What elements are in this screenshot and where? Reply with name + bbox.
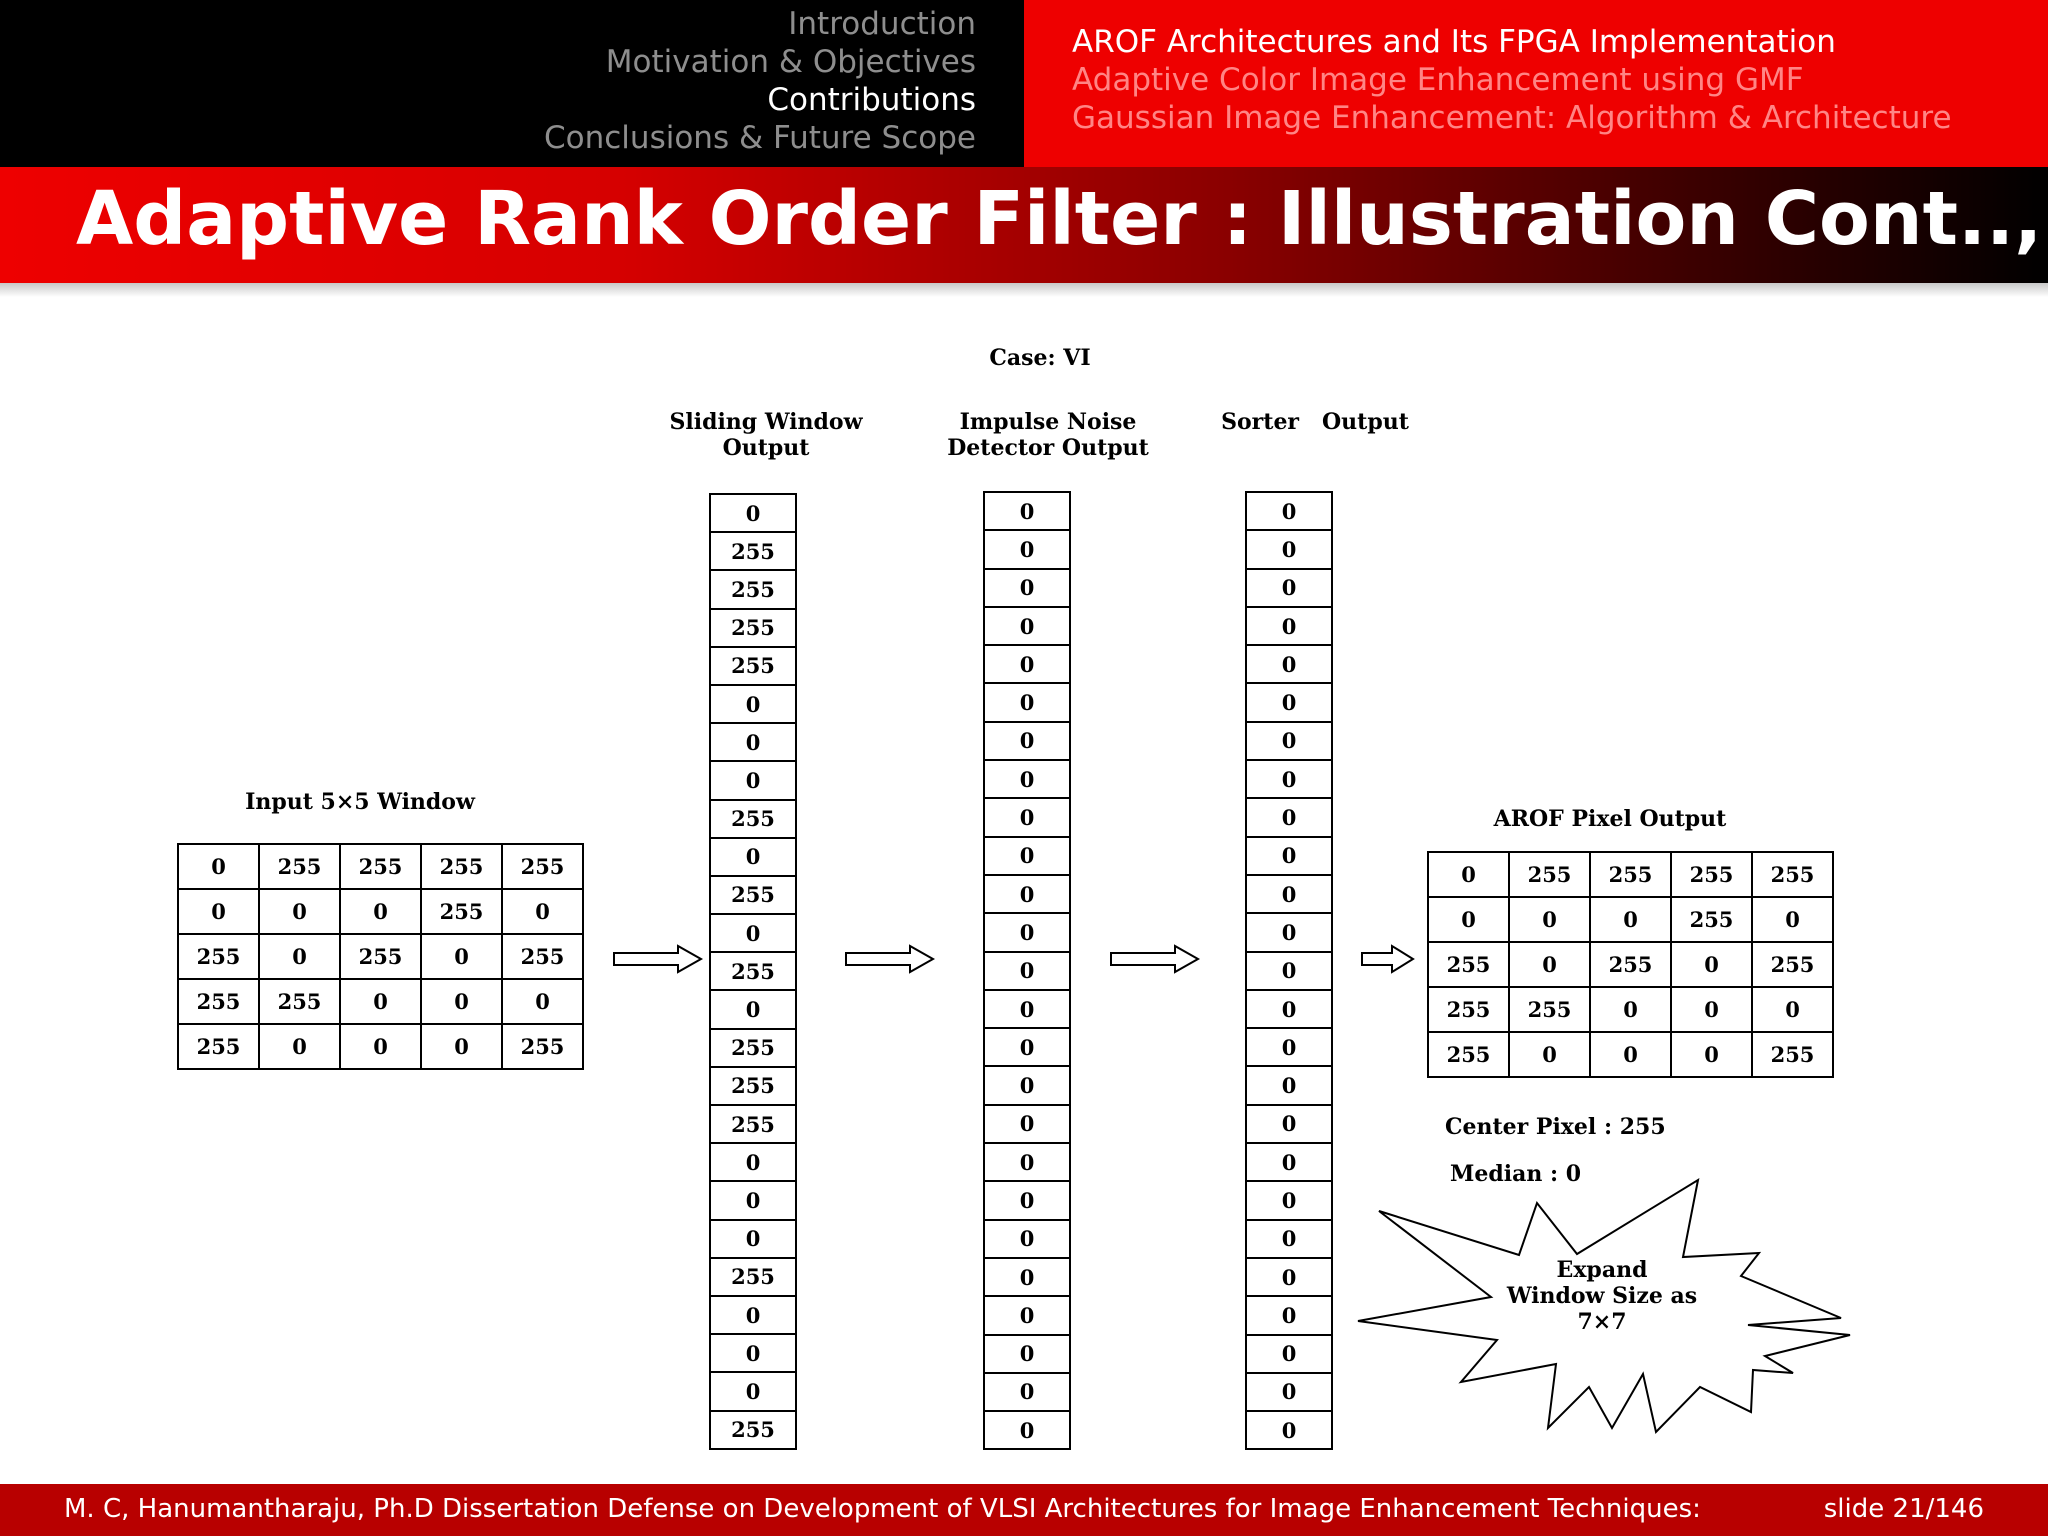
- grid-cell: 0: [1509, 942, 1590, 987]
- arrow-right-icon: [1360, 943, 1416, 975]
- grid-cell: 255: [1752, 852, 1833, 897]
- grid-cell: 255: [1509, 852, 1590, 897]
- grid-cell: 0: [340, 1024, 421, 1069]
- column-cell: 0: [1247, 838, 1331, 876]
- column-cell: 255: [711, 610, 795, 648]
- column-cell: 0: [985, 1182, 1069, 1220]
- column-cell: 0: [1247, 1067, 1331, 1105]
- nav-subsection-arof[interactable]: AROF Architectures and Its FPGA Implementation: [1072, 24, 1836, 60]
- column-cell: 0: [711, 686, 795, 724]
- column-cell: 0: [985, 953, 1069, 991]
- column-cell: 255: [711, 1412, 795, 1450]
- grid-cell: 0: [259, 889, 340, 934]
- column-cell: 0: [711, 724, 795, 762]
- column-cell: 0: [985, 1221, 1069, 1259]
- column-cell: 0: [985, 493, 1069, 531]
- column-cell: 0: [1247, 608, 1331, 646]
- grid-cell: 255: [421, 889, 502, 934]
- column-cell: 255: [711, 571, 795, 609]
- column-cell: 255: [711, 953, 795, 991]
- grid-row: [1428, 942, 1833, 987]
- column-cell: 0: [985, 1029, 1069, 1067]
- column-cell: 0: [1247, 799, 1331, 837]
- grid-cell: 255: [1590, 942, 1671, 987]
- grid-row: [1428, 1032, 1833, 1077]
- grid-cell: 255: [178, 934, 259, 979]
- column-cell: 255: [711, 877, 795, 915]
- column-cell: 0: [985, 761, 1069, 799]
- grid-cell: 255: [502, 844, 583, 889]
- impulse-detector-label: [918, 409, 1178, 461]
- column-cell: 255: [711, 648, 795, 686]
- column-cell: 0: [711, 1221, 795, 1259]
- grid-cell: 0: [340, 889, 421, 934]
- column-cell: 0: [985, 799, 1069, 837]
- column-cell: 0: [985, 570, 1069, 608]
- grid-cell: 255: [1428, 987, 1509, 1032]
- column-cell: 0: [1247, 1144, 1331, 1182]
- grid-cell: 255: [1428, 942, 1509, 987]
- grid-cell: 255: [1509, 987, 1590, 1032]
- column-cell: 0: [985, 838, 1069, 876]
- column-cell: 0: [1247, 723, 1331, 761]
- column-cell: 0: [985, 1259, 1069, 1297]
- page-title: Adaptive Rank Order Filter : Illustration Cont..,: [76, 176, 2043, 262]
- starburst-text-line2: Window Size as: [1506, 1283, 1698, 1309]
- column-cell: 0: [711, 915, 795, 953]
- starburst-text: [1450, 1257, 1754, 1335]
- grid-cell: 0: [1428, 897, 1509, 942]
- grid-cell: 0: [1509, 897, 1590, 942]
- grid-row: [1428, 897, 1833, 942]
- grid-cell: 255: [259, 979, 340, 1024]
- median-text: Median : 0: [1450, 1161, 1582, 1187]
- grid-cell: 0: [421, 979, 502, 1024]
- input-window-grid: [177, 843, 584, 1070]
- grid-cell: 0: [1590, 987, 1671, 1032]
- column-cell: 0: [1247, 1259, 1331, 1297]
- grid-cell: 255: [340, 934, 421, 979]
- grid-cell: 255: [1752, 1032, 1833, 1077]
- column-cell: 0: [985, 684, 1069, 722]
- column-cell: 0: [1247, 1336, 1331, 1374]
- grid-cell: 255: [1590, 852, 1671, 897]
- sorter-output-label: Sorter Output: [1221, 409, 1409, 435]
- grid-row: [178, 1024, 583, 1069]
- column-cell: 0: [1247, 991, 1331, 1029]
- nav-section-motivation[interactable]: Motivation & Objectives: [605, 44, 976, 80]
- column-cell: 0: [985, 1297, 1069, 1335]
- center-pixel-text: Center Pixel : 255: [1445, 1114, 1666, 1140]
- sliding-window-label: [636, 409, 896, 461]
- column-cell: 0: [985, 1106, 1069, 1144]
- grid-cell: 0: [1752, 987, 1833, 1032]
- nav-subsection-adaptive-color[interactable]: Adaptive Color Image Enhancement using GMF: [1072, 62, 1804, 98]
- column-cell: 0: [711, 839, 795, 877]
- column-cell: 0: [1247, 684, 1331, 722]
- column-cell: 0: [711, 1373, 795, 1411]
- case-label: Case: VI: [989, 345, 1091, 371]
- starburst-text-line1: Expand: [1556, 1257, 1648, 1283]
- header-sections-panel: [0, 0, 1024, 167]
- grid-cell: 0: [421, 934, 502, 979]
- grid-row: [178, 934, 583, 979]
- column-cell: 0: [711, 1297, 795, 1335]
- column-cell: 0: [711, 495, 795, 533]
- grid-cell: 255: [502, 1024, 583, 1069]
- grid-cell: 0: [178, 889, 259, 934]
- column-cell: 0: [1247, 1029, 1331, 1067]
- grid-cell: 0: [1509, 1032, 1590, 1077]
- grid-cell: 255: [1671, 852, 1752, 897]
- column-cell: 0: [1247, 914, 1331, 952]
- arrow-right-icon: [844, 943, 936, 975]
- grid-cell: 0: [502, 979, 583, 1024]
- column-cell: 0: [1247, 1374, 1331, 1412]
- column-cell: 0: [985, 876, 1069, 914]
- column-cell: 0: [711, 762, 795, 800]
- column-cell: 0: [1247, 761, 1331, 799]
- grid-cell: 0: [421, 1024, 502, 1069]
- slide-number: slide 21/146: [1823, 1494, 1984, 1524]
- nav-subsection-gaussian[interactable]: Gaussian Image Enhancement: Algorithm & Architecture: [1072, 100, 1952, 136]
- grid-cell: 0: [1671, 1032, 1752, 1077]
- grid-cell: 255: [178, 979, 259, 1024]
- arof-output-grid: [1427, 851, 1834, 1078]
- column-cell: 0: [1247, 570, 1331, 608]
- grid-cell: 0: [1590, 897, 1671, 942]
- column-cell: 0: [985, 1412, 1069, 1450]
- nav-section-contributions[interactable]: Contributions: [767, 82, 976, 118]
- column-cell: 0: [985, 646, 1069, 684]
- column-cell: 0: [1247, 531, 1331, 569]
- sliding-window-label-line1: Sliding Window: [669, 409, 863, 435]
- column-cell: 0: [1247, 876, 1331, 914]
- column-cell: 0: [711, 1182, 795, 1220]
- arrow-right-icon: [612, 943, 704, 975]
- impulse-detector-column: [983, 491, 1071, 1450]
- title-shadow: [0, 283, 2048, 297]
- grid-cell: 0: [502, 889, 583, 934]
- grid-cell: 0: [340, 979, 421, 1024]
- grid-cell: 255: [502, 934, 583, 979]
- column-cell: 0: [1247, 1412, 1331, 1450]
- column-cell: 0: [1247, 1221, 1331, 1259]
- arrow-right-icon: [1109, 943, 1201, 975]
- nav-section-introduction[interactable]: Introduction: [788, 6, 976, 42]
- column-cell: 0: [711, 1335, 795, 1373]
- column-cell: 255: [711, 1030, 795, 1068]
- grid-cell: 255: [178, 1024, 259, 1069]
- grid-row: [1428, 987, 1833, 1032]
- column-cell: 255: [711, 1106, 795, 1144]
- grid-cell: 0: [1428, 852, 1509, 897]
- column-cell: 255: [711, 1259, 795, 1297]
- footer-text: M. C, Hanumantharaju, Ph.D Dissertation Defense on Development of VLSI Architectures for Image Enhancement Techniques:: [64, 1494, 1701, 1524]
- grid-row: [178, 844, 583, 889]
- grid-row: [1428, 852, 1833, 897]
- column-cell: 0: [1247, 1297, 1331, 1335]
- footer-bar: [0, 1484, 2048, 1536]
- column-cell: 0: [985, 1067, 1069, 1105]
- arof-output-label: AROF Pixel Output: [1493, 806, 1727, 832]
- grid-row: [178, 979, 583, 1024]
- column-cell: 255: [711, 533, 795, 571]
- input-window-label: Input 5×5 Window: [245, 789, 475, 815]
- grid-cell: 255: [421, 844, 502, 889]
- starburst-text-line3: 7×7: [1577, 1309, 1627, 1335]
- grid-row: [178, 889, 583, 934]
- sliding-window-label-line2: Output: [722, 435, 810, 461]
- column-cell: 0: [985, 608, 1069, 646]
- column-cell: 0: [1247, 493, 1331, 531]
- impulse-detector-label-line1: Impulse Noise: [959, 409, 1137, 435]
- column-cell: 0: [1247, 646, 1331, 684]
- grid-cell: 0: [1590, 1032, 1671, 1077]
- sliding-window-column: [709, 493, 797, 1450]
- grid-cell: 0: [259, 934, 340, 979]
- grid-cell: 255: [1671, 897, 1752, 942]
- column-cell: 0: [985, 914, 1069, 952]
- column-cell: 255: [711, 801, 795, 839]
- column-cell: 0: [985, 723, 1069, 761]
- column-cell: 0: [711, 1144, 795, 1182]
- grid-cell: 255: [340, 844, 421, 889]
- grid-cell: 0: [1671, 942, 1752, 987]
- column-cell: 0: [985, 1374, 1069, 1412]
- column-cell: 0: [1247, 1106, 1331, 1144]
- column-cell: 0: [985, 1144, 1069, 1182]
- nav-section-conclusions[interactable]: Conclusions & Future Scope: [544, 120, 976, 156]
- sorter-output-column: [1245, 491, 1333, 1450]
- impulse-detector-label-line2: Detector Output: [947, 435, 1149, 461]
- column-cell: 0: [1247, 1182, 1331, 1220]
- grid-cell: 0: [259, 1024, 340, 1069]
- grid-cell: 255: [1428, 1032, 1509, 1077]
- column-cell: 0: [985, 531, 1069, 569]
- column-cell: 0: [985, 991, 1069, 1029]
- column-cell: 0: [985, 1336, 1069, 1374]
- column-cell: 0: [1247, 953, 1331, 991]
- grid-cell: 0: [1752, 897, 1833, 942]
- grid-cell: 0: [178, 844, 259, 889]
- grid-cell: 255: [259, 844, 340, 889]
- grid-cell: 0: [1671, 987, 1752, 1032]
- column-cell: 255: [711, 1068, 795, 1106]
- column-cell: 0: [711, 991, 795, 1029]
- header-subsections-panel: [1024, 0, 2048, 167]
- grid-cell: 255: [1752, 942, 1833, 987]
